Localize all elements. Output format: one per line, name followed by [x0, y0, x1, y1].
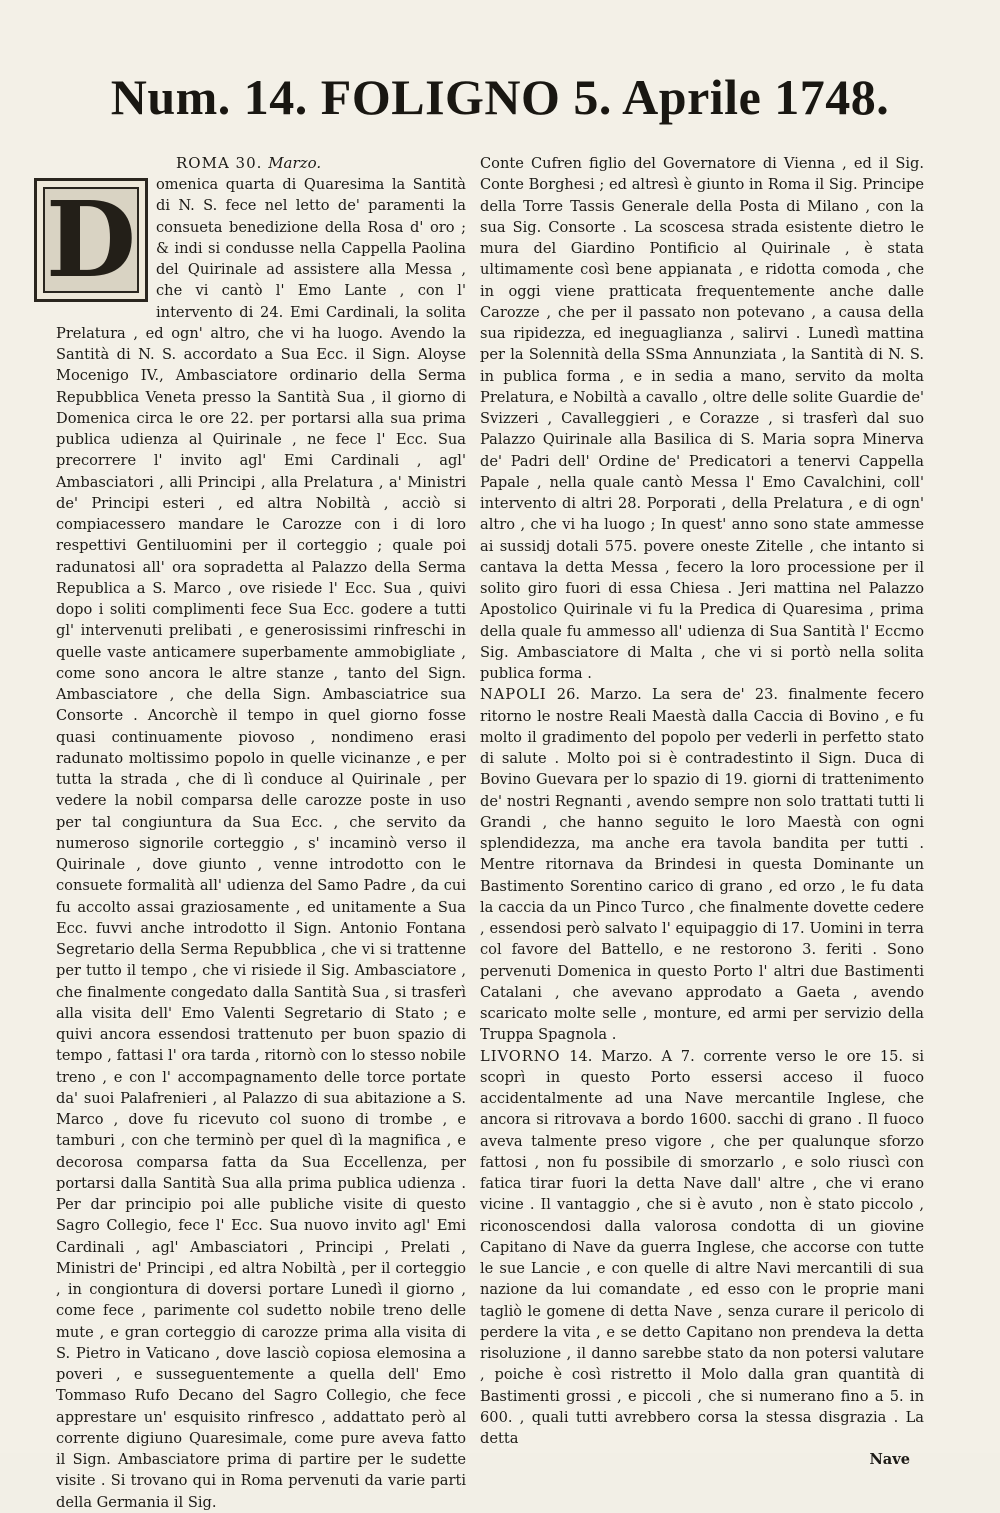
livorno-date: 14. Marzo. — [569, 1047, 653, 1065]
napoli-article — [480, 684, 924, 1045]
right-column — [480, 153, 924, 1470]
left-column — [45, 153, 466, 1513]
napoli-place: NAPOLI — [480, 686, 547, 704]
roma-dateline — [176, 153, 466, 174]
dateline-month: Marzo. — [268, 154, 322, 172]
roma-article-continued: Conte Cufren figlio del Governatore di Vienna , ed il Sig. Conte Borghesi ; ed altresì è giunto in Roma il Sig. Principe della Torre Tassis Generale della Posta di Milano , con la sua Sig. Consorte . La scoscesa strada esistente dietro le mura del Giardino Pontificio al Quirinale , è stata ultimamente così bene appianata , e ridotta comoda , che in oggi viene pratticata frequentemente anche dalle Carozze , che per il passato non potevano , a causa della sua ripidezza, ed ineguaglianza , salirvi . Lunedì mattina per la Solennità della SSma Annunziata , la Santità di N. S. in publica forma , e in sedia a mano, servito da molta Prelatura, e Nobiltà a cavallo , oltre delle solite Guardie de' Svizzeri , Cavalleggieri , e Corazze , si trasferì dal suo Palazzo Quirinale alla Basilica di S. Maria sopra Minerva de' Padri dell' Ordine de' Predicatori a tenervi Cappella Papale , nella quale cantò Messa l' Emo Cavalchini, coll' intervento di altri 28. Porporati , della Prelatura , e di ogn' altro , che vi ha luogo ; In quest' anno sono state ammesse ai sussidj dotali 575. povere oneste Zitelle , che intanto si cantava la detta Messa , fecero la loro processione per il solito giro fuori di essa Chiesa . Jeri mattina nel Palazzo Apostolico Quirinale vi fu la Predica di Quaresima , prima della quale fu ammesso all' udienza di Sua Santità l' Eccmo Sig. Ambasciatore di Malta , che vi si portò nella solita publica forma . — [480, 155, 924, 682]
napoli-date: 26. Marzo. — [556, 686, 642, 704]
masthead-title: Num. 14. FOLIGNO 5. Aprile 1748. — [110, 69, 890, 125]
livorno-body: A 7. corrente verso le ore 15. si scoprì in questo Porto essersi acceso il fuoco accidentalmente ad una Nave mercantile Inglese, che ancora si ritrovava a bordo 1600. sacchi di grano . Il fuoco aveva talmente preso vigore , che per qualunque sforzo fattosi , non fu possibile di smorzarlo , e solo riuscì con fatica tirar fuori la detta Nave dall' altre , che vi erano vicine . Il vantaggio , che si è avuto , non è stato piccolo , riconoscendosi dalla valorosa condotta di un giovine Capitano di Nave da guerra Inglese, che accorse con tutte le sue Lancie , e con quelle di altre Navi mercantili di sua nazione da lui comandate , ed esso con le proprie mani tagliò le gomene di detta Nave , senza curare il pericolo di perdere la vita , e se detto Capitano non prendeva la detta risoluzione , il danno sarebbe stato da non potersi valutare , poiche è così ristretto il Molo dalla gran quantità di Bastimenti grossi , e piccoli , che si numerano fino a 5. in 600. , quali tutti avrebbero corsa la stessa disgrazia . La detta — [480, 1047, 925, 1447]
roma-article — [45, 174, 466, 1513]
livorno-place: LIVORNO — [480, 1047, 561, 1065]
catchword: Nave — [869, 1451, 910, 1469]
napoli-body: La sera de' 23. finalmente fecero ritorno le nostre Reali Maestà dalla Caccia di Bovino , e fu molto il gradimento del popolo per vederli in perfetto stato di salute . Molto poi si è contradestinto il Sign. Duca di Bovino Guevara per lo spazio di 19. giorni di trattenimento de' nostri Regnanti , avendo sempre non solo trattati tutti li Grandi , che hanno seguito le loro Maestà con ogni splendidezza, ma anche era tavola bandita per tutti . Mentre ritornava da Brindesi in questa Dominante un Bastimento Sorentino carico di grano , ed orzo , le fu data la caccia da un Pinco Turco , che finalmente dovette cedere , essendosi però salvato l' equipaggio di 17. Uomini in terra col favore del Battello, e ne restorono 3. feriti . Sono pervenuti Domenica in questo Porto l' altri due Bastimenti Catalani , che avevano approdato a Gaeta , avendo scaricato molte selle , monture, ed armi per servizio della Truppa Spagnola . — [480, 686, 924, 1044]
decorated-initial: D — [34, 178, 148, 302]
dateline-place: ROMA 30. — [176, 154, 263, 172]
livorno-article — [480, 1046, 924, 1450]
roma-article-body: omenica quarta di Quaresima la Santità di N. S. fece nel letto de' paramenti la consueta benedizione della Rosa d' oro ; & indi si condusse nella Cappella Paolina del Quirinale ad assistere alla Messa , che vi cantò l' Emo Lante , con l' intervento di 24. Emi Cardinali, la solita Prelatura , ed ogn' altro, che vi ha luogo. Avendo la Santità di N. S. accordato a Sua Ecc. il Sign. Aloyse Mocenigo IV., Ambasciatore ordinario della Serma Repubblica Veneta presso la Santità Sua , il giorno di Domenica circa le ore 22. per portarsi alla sua prima publica udienza al Quirinale , ne fece l' Ecc. Sua precorrere l' invito agl' Emi Cardinali , agl' Ambasciatori , alli Principi , alla Prelatura , a' Ministri de' Principi esteri , ed altra Nobiltà , acciò si compiacessero mandare le Carozze con i di loro respettivi Gentiluomini per il corteggio ; quale poi radunatosi all' ora sopradetta al Palazzo della Serma Republica a S. Marco , ove risiede l' Ecc. Sua , quivi dopo i soliti complimenti fece Sua Ecc. godere a tutti gl' intervenuti prelibati , e generosissimi rinfreschi in quelle vaste anticamere superbamente ammobigliate , come sono ancora le altre stanze , tanto del Sign. Ambasciatore , che della Sign. Ambasciatrice sua Consorte . Ancorchè il tempo in quel giorno fosse quasi continuamente piovoso , nondimeno erasi radunato moltissimo popolo in quelle vicinanze , e per tutta la strada , che di lì conduce al Quirinale , per vedere la nobil comparsa delle carozze poste in uso per tal congiuntura da Sua Ecc. , che servito da numeroso signorile corteggio , s' incaminò verso il Quirinale , dove giunto , venne introdotto con le consuete formalità all' udienza del Samo Padre , da cui fu accolto assai graziosamente , ed unitamente a Sua Ecc. fuvvi anche introdotto il Sign. Antonio Fontana Segretario della Serma Repubblica , che vi si trattenne per tutto il tempo , che vi risiede il Sig. Ambasciatore , che finalmente congedato dalla Santità Sua , si trasferì alla visita dell' Emo Valenti Segretario di Stato ; e quivi ancora essendosi trattenuto per buon spazio di tempo , fattasi l' ora tarda , ritornò con lo stesso nobile treno , e con l' accompagnamento delle torce portate da' suoi Palafrenieri , al Palazzo di sua abitazione a S. Marco , dove fu ricevuto col suono di trombe , e tamburi , con che terminò per quel dì la magnifica , e decorosa comparsa fatta da Sua Eccellenza, per portarsi dalla Santità Sua alla prima publica udienza . Per dar principio poi alle publiche visite di questo Sagro Collegio, fece l' Ecc. Sua nuovo invito agl' Emi Cardinali , agl' Ambasciatori , Principi , Prelati , Ministri de' Principi , ed altra Nobiltà , per il corteggio , in congiontura di doversi portare Lunedì il giorno , come fece , parimente col sudetto nobile treno delle mute , e gran corteggio di carozze prima alla visita di S. Pietro in Vaticano , dove lasciò copiosa elemosina a poveri , e susseguentemente a quella dell' Emo Tommaso Rufo Decano del Sagro Collegio, che fece apprestare un' esquisito rinfresco , addattato però al corrente digiuno Quaresimale, come pure aveva fatto il Sign. Ambasciatore prima di partire per le sudette visite . Si trovano qui in Roma pervenuti da varie parti della Germania il Sig. — [56, 176, 466, 1511]
